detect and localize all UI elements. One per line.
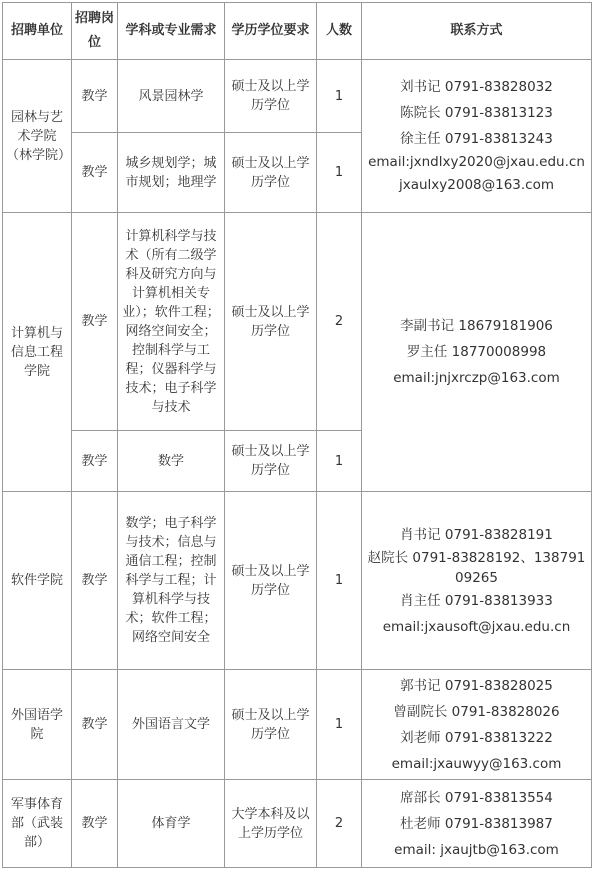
- contact-line: 赵院长 0791-83828192、13879109265: [367, 549, 586, 586]
- contact-cell: [362, 492, 592, 670]
- contact-email: email:jxndlxy2020@jxau.edu.cn: [368, 154, 585, 170]
- contact-line: 曾副院长 0791-83828026: [393, 703, 560, 720]
- major-cell: 外国语言文学: [118, 670, 225, 780]
- header-count: 人数: [317, 3, 362, 60]
- header-post: 招聘岗位: [72, 3, 118, 60]
- contact-line: 席部长 0791-83813554: [400, 789, 553, 806]
- contact-email: email:jxausoft@jxau.edu.cn: [382, 618, 571, 635]
- major-cell: 数学: [118, 431, 225, 492]
- table-row: [3, 492, 592, 670]
- degree-cell: 大学本科及以上学历学位: [225, 780, 317, 868]
- degree-cell: 硕士及以上学历学位: [225, 670, 317, 780]
- post-cell: 教学: [72, 780, 118, 868]
- table-row: [3, 213, 592, 431]
- header-degree: 学历学位要求: [225, 3, 317, 60]
- contact-line: 肖主任 0791-83813933: [400, 592, 553, 609]
- contact-line: 刘老师 0791-83813222: [400, 729, 553, 746]
- post-cell: 教学: [72, 60, 118, 133]
- degree-cell: 硕士及以上学历学位: [225, 133, 317, 213]
- post-cell: 教学: [72, 431, 118, 492]
- unit-cell: 软件学院: [3, 492, 72, 670]
- contact-email: email:jnjxrczp@163.com: [393, 370, 560, 386]
- contact-email: email: jxaujtb@163.com: [394, 841, 559, 858]
- header-contact: 联系方式: [362, 3, 592, 60]
- header-unit: 招聘单位: [3, 3, 72, 60]
- post-cell: 教学: [72, 133, 118, 213]
- contact-line: 李副书记 18679181906: [400, 318, 553, 334]
- unit-cell: 计算机与信息工程学院: [3, 213, 72, 492]
- contact-line: 肖书记 0791-83828191: [400, 526, 553, 543]
- contact-cell: [362, 213, 592, 492]
- major-cell: 计算机科学与技术（所有二级学科及研究方向与计算机相关专业）；软件工程；网络空间安全；控制科学与工程；仪器科学与技术；电子科学与技术: [118, 213, 225, 431]
- contact-line: 徐主任 0791-83813243: [400, 131, 553, 147]
- contact-cell: [362, 780, 592, 868]
- major-cell: 数学；电子科学与技术；信息与通信工程；控制科学与工程；计算机科学与技术；软件工程；网络空间安全: [118, 492, 225, 670]
- count-cell: 2: [317, 213, 362, 431]
- header-row: [3, 3, 592, 60]
- header-major: 学科或专业需求: [118, 3, 225, 60]
- contact-cell: [362, 670, 592, 780]
- count-cell: 1: [317, 133, 362, 213]
- degree-cell: 硕士及以上学历学位: [225, 431, 317, 492]
- count-cell: 1: [317, 60, 362, 133]
- degree-cell: 硕士及以上学历学位: [225, 213, 317, 431]
- table-row: [3, 60, 592, 133]
- count-cell: 1: [317, 492, 362, 670]
- post-cell: 教学: [72, 492, 118, 670]
- post-cell: 教学: [72, 670, 118, 780]
- unit-cell: 外国语学院: [3, 670, 72, 780]
- contact-line: 陈院长 0791-83813123: [400, 105, 553, 121]
- major-cell: 体育学: [118, 780, 225, 868]
- count-cell: 1: [317, 670, 362, 780]
- post-cell: 教学: [72, 213, 118, 431]
- major-cell: 风景园林学: [118, 60, 225, 133]
- recruitment-table: [2, 2, 592, 868]
- degree-cell: 硕士及以上学历学位: [225, 60, 317, 133]
- count-cell: 1: [317, 431, 362, 492]
- degree-cell: 硕士及以上学历学位: [225, 492, 317, 670]
- contact-line: 罗主任 18770008998: [406, 344, 547, 360]
- count-cell: 2: [317, 780, 362, 868]
- contact-cell: [362, 60, 592, 213]
- major-cell: 城乡规划学；城市规划；地理学: [118, 133, 225, 213]
- unit-cell: 军事体育部（武装部）: [3, 780, 72, 868]
- contact-email: email:jxauwyy@163.com: [391, 755, 562, 772]
- unit-cell: 园林与艺术学院（林学院）: [3, 60, 72, 213]
- contact-line: 杜老师 0791-83813987: [400, 815, 553, 832]
- contact-line: 郭书记 0791-83828025: [400, 677, 553, 694]
- contact-line: 刘书记 0791-83828032: [400, 79, 553, 95]
- contact-email: jxaulxy2008@163.com: [398, 177, 555, 193]
- table-row: [3, 670, 592, 780]
- table-row: [3, 780, 592, 868]
